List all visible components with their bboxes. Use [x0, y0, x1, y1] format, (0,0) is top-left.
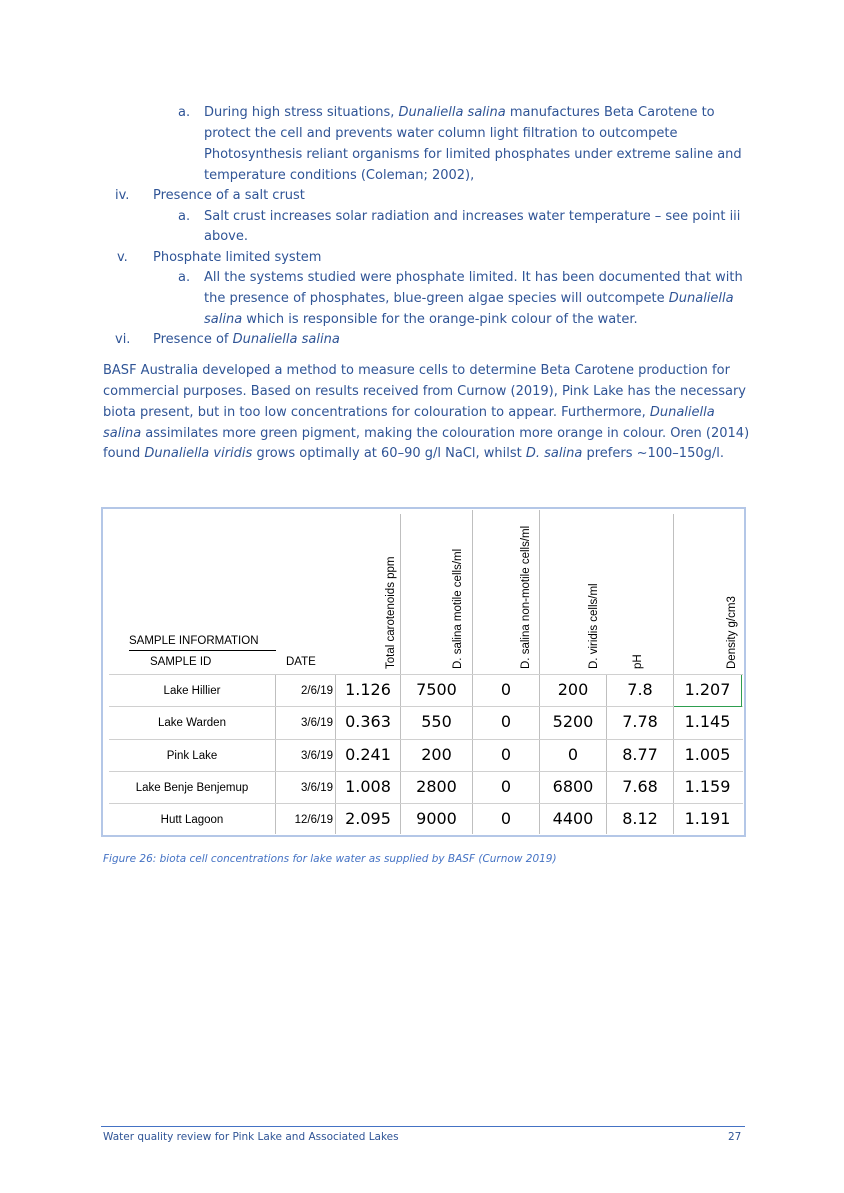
- column-header-nonmotile: D. salina non-motile cells/ml: [520, 525, 532, 669]
- cell-density: 1.191: [684, 809, 731, 828]
- table-gridline: [472, 510, 473, 674]
- list-text: All the systems studied were phosphate limited. It has been documented that with: [204, 270, 743, 285]
- cell-viridis: 5200: [552, 712, 594, 731]
- cell-density: 1.005: [684, 745, 731, 764]
- cell-motile: 550: [421, 712, 452, 731]
- list-marker-v: v.: [117, 250, 128, 265]
- cell-motile: 7500: [416, 680, 457, 699]
- cell-date: 3/6/19: [301, 750, 333, 762]
- column-header-date: DATE: [286, 656, 316, 668]
- paragraph-line: [103, 426, 749, 442]
- cell-motile: 200: [421, 745, 452, 764]
- list-item-phosphate: Phosphate limited system: [153, 250, 322, 265]
- cell-ph: 8.12: [622, 809, 658, 828]
- paragraph-line: BASF Australia developed a method to measure cells to determine Beta Carotene production for: [103, 363, 730, 378]
- cell-viridis: 6800: [552, 777, 594, 796]
- text-run: grows optimally at 60–90 g/l NaCl, whilst: [252, 446, 526, 461]
- cell-carotenoids: 2.095: [345, 809, 391, 828]
- column-header-carotenoids: Total carotenoids ppm: [385, 556, 397, 669]
- text-run: manufactures Beta Carotene to: [505, 105, 715, 120]
- cell-date: 12/6/19: [294, 814, 333, 826]
- list-marker-iv: iv.: [115, 188, 130, 203]
- cell-nonmotile: 0: [500, 777, 512, 796]
- list-text: Photosynthesis reliant organisms for limited phosphates under extreme saline and: [204, 147, 742, 162]
- cell-motile: 2800: [416, 777, 457, 796]
- page-number: 27: [728, 1131, 742, 1143]
- list-text: [204, 291, 734, 307]
- paragraph-line: [103, 405, 715, 421]
- footer-rule: [101, 1126, 745, 1127]
- list-text: protect the cell and prevents water column light filtration to outcompete: [204, 126, 678, 141]
- table-gridline: [400, 514, 401, 674]
- column-header-density: Density g/cm3: [726, 596, 738, 669]
- column-header-ph: pH: [632, 654, 644, 669]
- text-run: During high stress situations,: [204, 105, 399, 120]
- paragraph-line: [103, 446, 724, 462]
- cell-ph: 7.68: [622, 777, 658, 796]
- column-header-sample-id: SAMPLE ID: [150, 656, 212, 668]
- table-rule: [109, 803, 743, 804]
- column-header-viridis: D. viridis cells/ml: [588, 583, 600, 669]
- list-marker-a: a.: [178, 105, 191, 120]
- table-rule: [109, 771, 743, 772]
- table-rule: [109, 739, 743, 740]
- list-text: [204, 105, 715, 121]
- cell-viridis: 0: [567, 745, 579, 764]
- text-run: biota present, but in too low concentrations for colouration to appear. Furthermore,: [103, 405, 650, 420]
- species-name: salina: [204, 312, 243, 327]
- list-text: temperature conditions (Coleman; 2002),: [204, 168, 475, 183]
- list-text: Salt crust increases solar radiation and increases water temperature – see point iii: [204, 209, 741, 224]
- text-run: the presence of phosphates, blue-green algae species will outcompete: [204, 291, 669, 306]
- table-rule: [129, 650, 276, 651]
- cell-density: 1.145: [684, 712, 731, 731]
- cell-carotenoids: 1.008: [345, 777, 391, 796]
- column-header-motile: D. salina motile cells/ml: [452, 548, 464, 669]
- species-name: Dunaliella: [649, 405, 715, 420]
- species-name: Dunaliella viridis: [144, 446, 253, 461]
- cell-carotenoids: 1.126: [345, 680, 391, 699]
- cell-sample-id: Lake Warden: [158, 717, 226, 729]
- table-section-label: SAMPLE INFORMATION: [129, 635, 259, 647]
- text-run: assimilates more green pigment, making the colouration more orange in colour. Oren (2014): [141, 426, 750, 441]
- cell-nonmotile: 0: [500, 745, 512, 764]
- figure-caption: Figure 26: biota cell concentrations for lake water as supplied by BASF (Curnow 2019): [103, 853, 557, 865]
- list-marker-vi: vi.: [115, 332, 131, 347]
- cell-carotenoids: 0.241: [345, 745, 391, 764]
- text-run: Presence of: [153, 332, 233, 347]
- list-item-dunaliella: [153, 332, 340, 348]
- text-run: prefers ~100–150g/l.: [582, 446, 724, 461]
- species-name: Dunaliella salina: [398, 105, 506, 120]
- list-text: [204, 312, 638, 328]
- cell-date: 3/6/19: [301, 782, 333, 794]
- cell-ph: 7.78: [622, 712, 658, 731]
- species-name: Dunaliella: [668, 291, 734, 306]
- cell-motile: 9000: [416, 809, 457, 828]
- list-marker-a: a.: [178, 270, 191, 285]
- cell-date: 2/6/19: [301, 685, 333, 697]
- cell-selection-indicator: [674, 675, 742, 707]
- cell-nonmotile: 0: [500, 809, 512, 828]
- species-name: salina: [103, 426, 142, 441]
- cell-date: 3/6/19: [301, 717, 333, 729]
- list-item-salt-crust: Presence of a salt crust: [153, 188, 305, 203]
- paragraph-line: commercial purposes. Based on results received from Curnow (2019), Pink Lake has the necessary: [103, 384, 746, 399]
- table-gridline: [539, 510, 540, 674]
- cell-nonmotile: 0: [500, 680, 512, 699]
- cell-sample-id: Hutt Lagoon: [160, 814, 224, 826]
- species-name: D. salina: [525, 446, 583, 461]
- cell-sample-id: Lake Hillier: [163, 685, 221, 697]
- cell-ph: 7.8: [627, 680, 653, 699]
- cell-nonmotile: 0: [500, 712, 512, 731]
- cell-density: 1.159: [684, 777, 731, 796]
- species-name: Dunaliella salina: [232, 332, 340, 347]
- cell-ph: 8.77: [622, 745, 658, 764]
- cell-carotenoids: 0.363: [345, 712, 391, 731]
- cell-viridis: 200: [557, 680, 589, 699]
- table-rule: [109, 706, 743, 707]
- cell-density: 1.207: [684, 680, 731, 699]
- cell-viridis: 4400: [552, 809, 594, 828]
- cell-sample-id: Pink Lake: [166, 750, 218, 762]
- text-run: which is responsible for the orange-pink colour of the water.: [242, 312, 638, 327]
- table-gridline: [673, 514, 674, 674]
- table-rule: [109, 674, 743, 675]
- list-marker-a: a.: [178, 209, 191, 224]
- list-text: above.: [204, 229, 248, 244]
- cell-sample-id: Lake Benje Benjemup: [135, 782, 249, 794]
- footer-title: Water quality review for Pink Lake and Associated Lakes: [103, 1131, 399, 1143]
- text-run: found: [103, 446, 145, 461]
